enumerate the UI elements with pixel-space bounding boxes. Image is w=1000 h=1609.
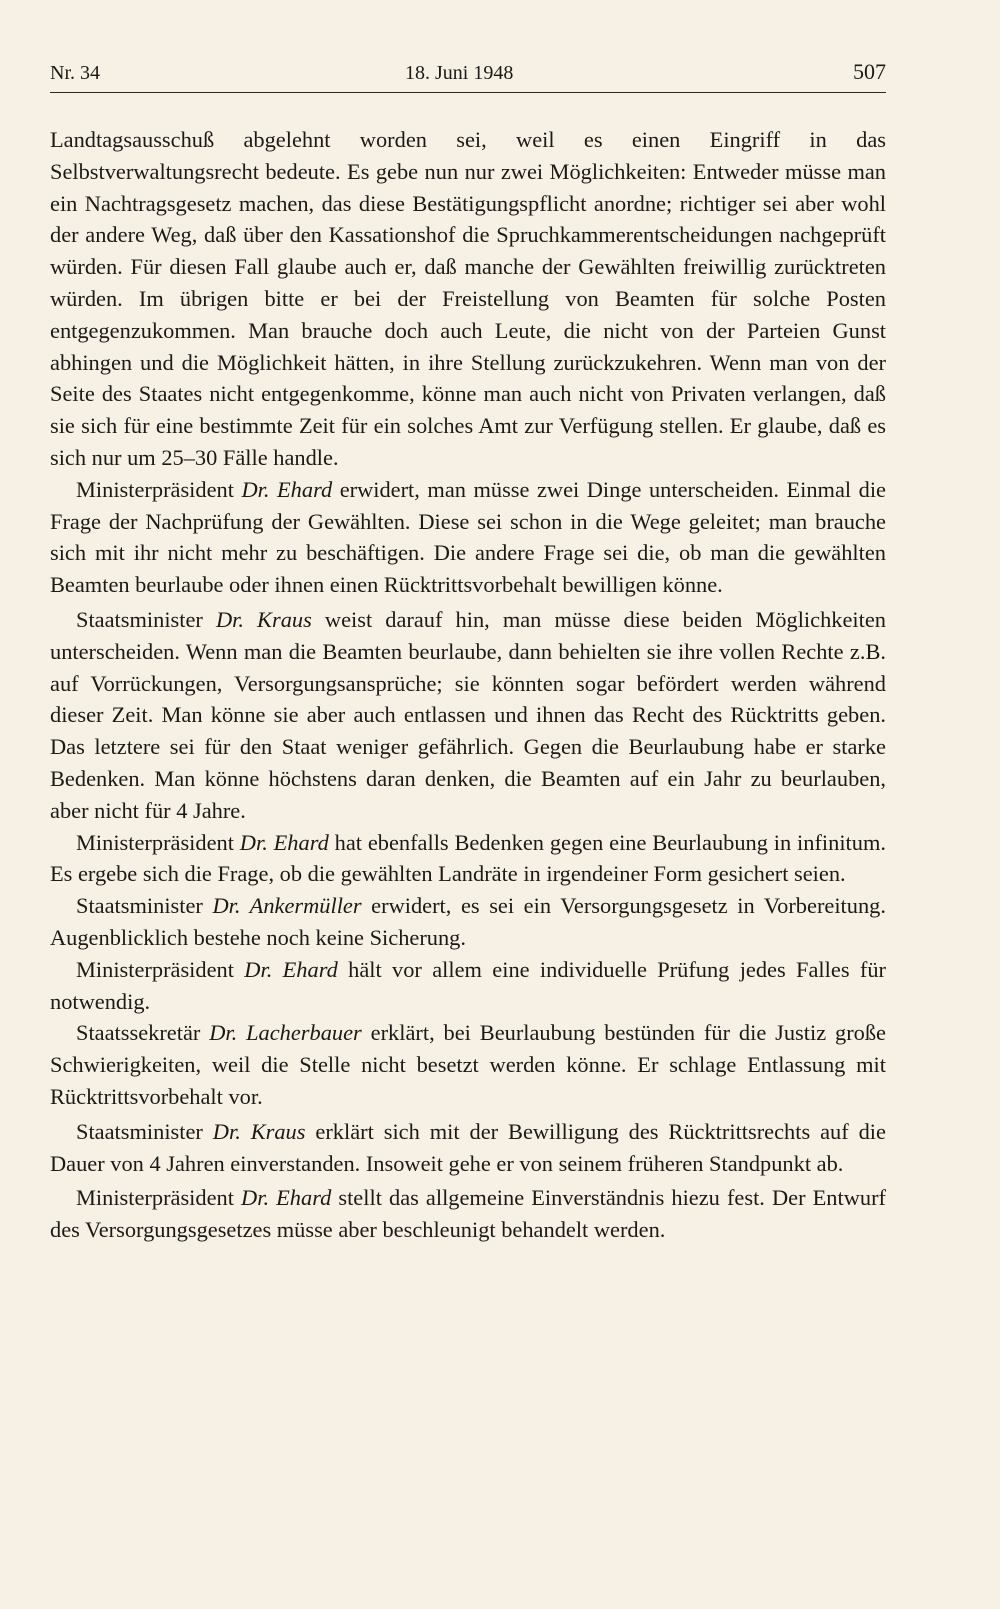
page-number: 507 bbox=[853, 59, 886, 84]
speaker-role: Staatsminister bbox=[76, 893, 203, 919]
speaker-name: Dr. Ehard bbox=[241, 476, 333, 502]
paragraph: Ministerpräsident Dr. Ehard hält vor allem eine individuelle Prüfung jedes Falles für notwendig. bbox=[50, 956, 886, 1014]
paragraph: Landtagsausschuß abgelehnt worden sei, weil es einen Eingriff in das Selbstverwaltungsrecht bedeute. Es gebe nun nur zwei Möglichkeiten: Entweder müsse man ein Nachtragsgesetz machen, das diese Bestätigungspflicht anordne; richtiger sei aber wohl der andere Weg, daß über den Kassationshof die Spruchkammerentscheidungen nachgeprüft würden. Für diesen Fall glaube auch er, daß manche der Gewählten freiwillig zurücktreten würden. Im übrigen bitte er bei der Freistellung von Beamten für solche Posten entgegenzukommen. Man brauche doch auch Leute, die nicht von der Parteien Gunst abhingen und die Möglichkeit hätten, in ihre Stellung zurückzukehren. Wenn man von der Seite des Staates nicht entgegenkomme, könne man auch nicht von Privaten verlangen, daß sie sich für eine bestimmte Zeit für ein solches Amt zur Verfügung stellen. Er glaube, daß es sich nur um 25–30 Fälle handle. bbox=[50, 127, 886, 470]
speaker-role: Ministerpräsident bbox=[76, 1185, 234, 1211]
speaker-role: Staatssekretär bbox=[76, 1020, 201, 1046]
speaker-name: Dr. Ehard bbox=[241, 1185, 332, 1211]
speaker-name: Dr. Ehard bbox=[239, 829, 329, 855]
speaker-name: Dr. Kraus bbox=[215, 606, 312, 632]
speaker-role: Ministerpräsident bbox=[76, 956, 234, 982]
paragraph: Staatsminister Dr. Kraus weist darauf hin, man müsse diese beiden Möglichkeiten unterscheiden. Wenn man die Beamten beurlaube, dann behielten sie ihre vollen Rechte z.B. auf Vorrückungen, Versorgungsansprüche; sie könnten sogar befördert werden während dieser Zeit. Man könne sie aber auch entlassen und ihnen das Recht des Rücktritts geben. Das letztere sei für den Staat weniger gefährlich. Gegen die Beurlaubung habe er starke Bedenken. Man könne höchstens daran denken, die Beamten auf ein Jahr zu beurlauben, aber nicht für 4 Jahre. bbox=[50, 606, 886, 823]
paragraph: Staatssekretär Dr. Lacherbauer erklärt, bei Beurlaubung bestünden für die Justiz große Schwierigkeiten, weil die Stelle nicht besetzt werden könne. Er schlage Entlassung mit Rücktrittsvorbehalt vor. bbox=[50, 1020, 886, 1109]
paragraph: Ministerpräsident Dr. Ehard stellt das allgemeine Einverständnis hiezu fest. Der Entwurf des Versorgungsgesetzes müsse aber beschleunigt behandelt werden. bbox=[50, 1185, 886, 1243]
paragraph: Ministerpräsident Dr. Ehard hat ebenfalls Bedenken gegen eine Beurlaubung in infinitum. Es ergebe sich die Frage, ob die gewählten Landräte in irgendeiner Form gesichert seien. bbox=[50, 829, 886, 887]
session-date: 18. Juni 1948 bbox=[405, 62, 514, 84]
body-text bbox=[50, 124, 886, 1246]
speaker-role: Staatsminister bbox=[76, 1118, 203, 1144]
paragraph: Ministerpräsident Dr. Ehard erwidert, man müsse zwei Dinge unterscheiden. Einmal die Frage der Nachprüfung der Gewählten. Diese sei schon in die Wege geleitet; man brauche sich mit ihr nicht mehr zu beschäftigen. Die andere Frage sei die, ob man die gewählten Beamten beurlaube oder ihnen einen Rücktrittsvorbehalt bewilligen könne. bbox=[50, 476, 886, 598]
speaker-name: Dr. Kraus bbox=[212, 1118, 306, 1144]
speaker-role: Ministerpräsident bbox=[76, 829, 234, 855]
paragraph: Staatsminister Dr. Ankermüller erwidert, es sei ein Versorgungsgesetz in Vorbereitung. Augenblicklich bestehe noch keine Sicherung. bbox=[50, 893, 886, 950]
speaker-role: Staatsminister bbox=[76, 606, 203, 632]
speaker-name: Dr. Ankermüller bbox=[212, 893, 362, 919]
issue-number: Nr. 34 bbox=[50, 62, 100, 84]
speaker-role: Ministerpräsident bbox=[76, 476, 234, 502]
paragraph: Staatsminister Dr. Kraus erklärt sich mit der Bewilligung des Rücktrittsrechts auf die Dauer von 4 Jahren einverstanden. Insoweit gehe er von seinem früheren Standpunkt ab. bbox=[50, 1118, 886, 1176]
speaker-name: Dr. Lacherbauer bbox=[209, 1020, 362, 1046]
speaker-name: Dr. Ehard bbox=[244, 956, 338, 982]
page-header bbox=[50, 58, 886, 93]
